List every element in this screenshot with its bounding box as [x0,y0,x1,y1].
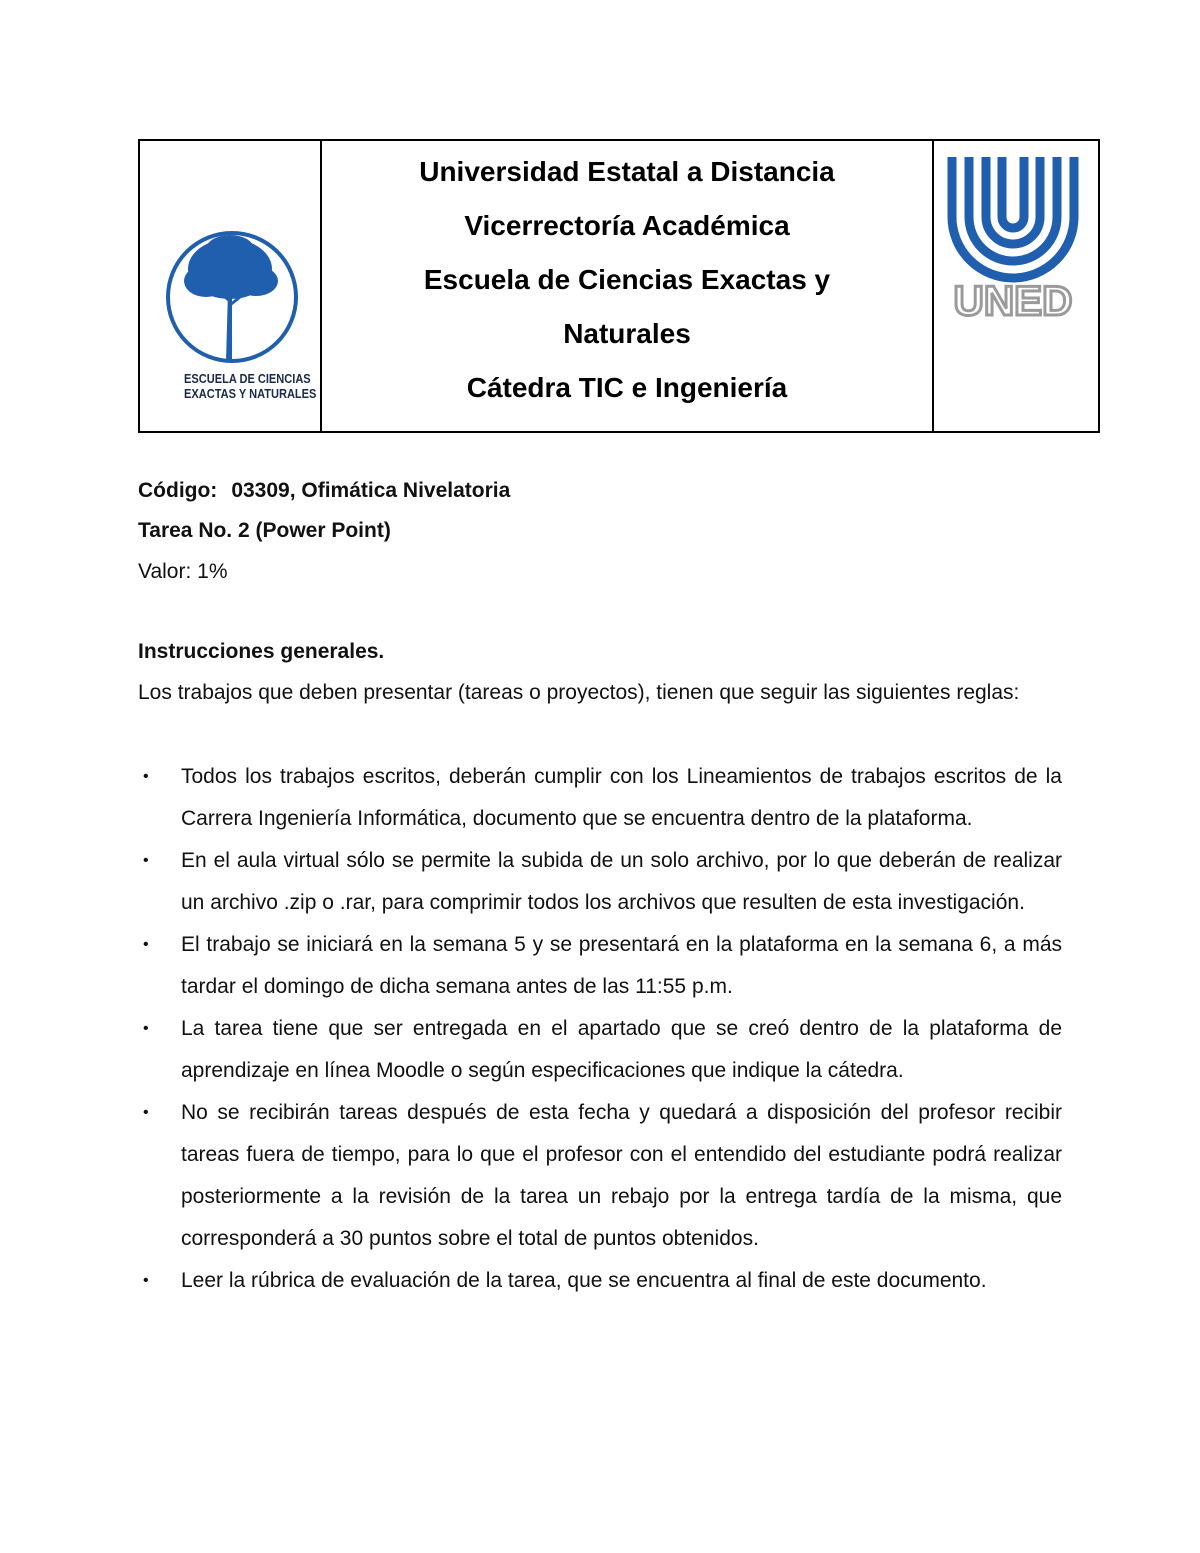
course-code-value: 03309, Ofimática Nivelatoria [231,479,511,502]
header-right-cell [934,141,1098,431]
instructions-intro: Los trabajos que deben presentar (tareas o proyectos), tienen que seguir las siguientes reglas: [138,681,1020,704]
bullet-icon: • [143,1104,149,1121]
bullet-icon: • [143,1272,149,1289]
bullet-icon: • [143,1020,149,1037]
list-item: • No se recibirán tareas después de esta fecha y quedará a disposición del profesor recibir tareas fuera de tiempo, para lo que el profesor con el entendido del estudiante podrá realizar posteriormente a la revisión de la tarea un rebajo por la entrega tardía de la misma, que corresponderá a 30 puntos sobre el total de puntos obtenidos. [138,1092,1062,1260]
header-title-block [322,141,934,431]
course-code-label: Código: [138,479,218,502]
catedra-name: Cátedra TIC e Ingeniería [466,372,788,403]
vicerrectoria-name: Vicerrectoría Académica [464,210,790,241]
instructions-list [138,756,1062,1302]
uned-logo-icon [942,147,1084,327]
escuela-logo-icon [160,221,310,371]
course-code-line [138,479,510,503]
list-item: • El trabajo se iniciará en la semana 5 y se presentará en la plataforma en la semana 6, a más tardar el domingo de dicha semana antes de las 11:55 p.m. [138,924,1062,1008]
list-item: • En el aula virtual sólo se permite la subida de un solo archivo, por lo que deberán de realizar un archivo .zip o .rar, para comprimir todos los archivos que resulten de esta investigación. [138,840,1062,924]
university-name: Universidad Estatal a Distancia [419,156,835,187]
school-name-line2: Naturales [563,318,691,349]
list-item: • La tarea tiene que ser entregada en el apartado que se creó dentro de la plataforma de aprendizaje en línea Moodle o según especificaciones que indique la cátedra. [138,1008,1062,1092]
list-item: • Todos los trabajos escritos, deberán cumplir con los Lineamientos de trabajos escritos de la Carrera Ingeniería Informática, documento que se encuentra dentro de la plataforma. [138,756,1062,840]
list-item: • Leer la rúbrica de evaluación de la tarea, que se encuentra al final de este documento. [138,1260,1062,1302]
task-value: Valor: 1% [138,560,228,583]
escuela-logo-caption: ESCUELA DE CIENCIAS EXACTAS Y NATURALES [184,371,317,401]
header-table [138,139,1100,433]
task-number: Tarea No. 2 (Power Point) [138,519,391,542]
school-name-line1: Escuela de Ciencias Exactas y [423,264,831,295]
uned-wordmark: UNED [953,277,1073,324]
instructions-title: Instrucciones generales. [138,640,385,663]
bullet-icon: • [143,936,149,953]
header-left-cell [140,141,322,431]
bullet-icon: • [143,768,149,785]
bullet-icon: • [143,852,149,869]
